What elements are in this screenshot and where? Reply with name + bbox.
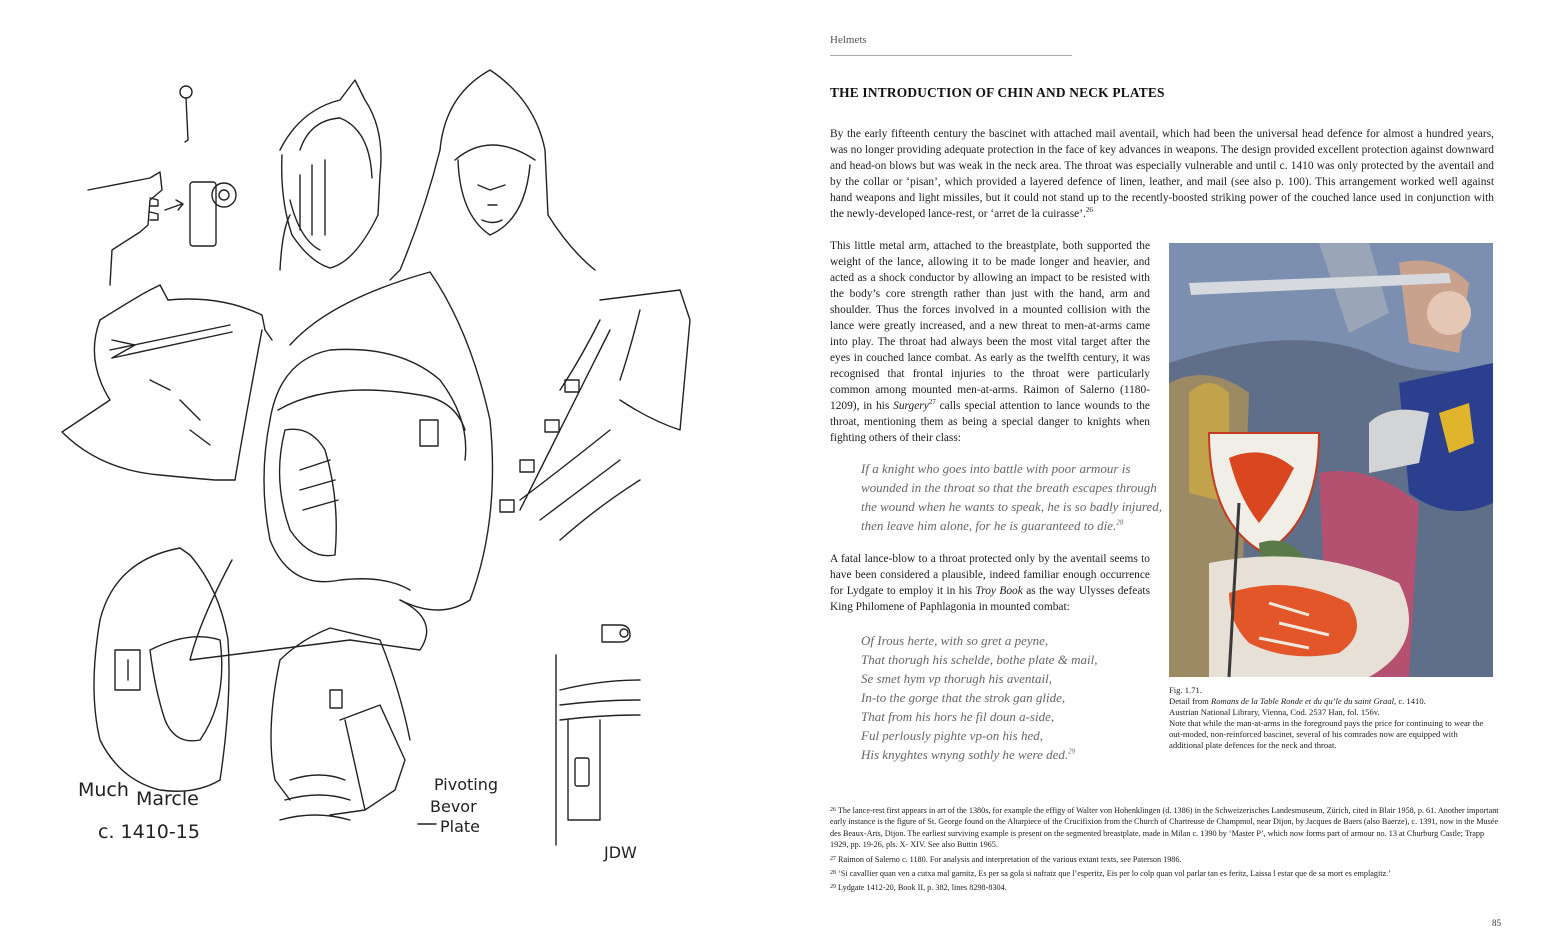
- footnote: $^{28}$ ‘Si cavallier quan ven a cutxa mal garnitz, Es per sa gola si nafratz que l’esperitz, Eis per lo colp quan vol parlar tan es feritz, Laissa l estar que de sa mort es emplagitz.’: [830, 869, 1391, 879]
- label-date: c. 1410-15: [98, 821, 200, 843]
- footnotes: [830, 805, 1500, 897]
- section-title: THE INTRODUCTION OF CHIN AND NECK PLATES: [830, 85, 1165, 100]
- bascinet-mail-sketch: [280, 80, 381, 270]
- visor-sketch: [62, 285, 272, 480]
- page-number: 85: [1492, 918, 1501, 928]
- lance-rest-paragraph: This little metal arm, attached to the breastplate, both supported the weight of the lance, allowing it to be made longer and heavier, and acted as a shock conductor by allowing an impact to be resisted with the body’s core strength rather than just with the hand, arm and shoulder. Thus the forces involved in a mounted collision with the lance were greatly increased, and a new threat to men-at-arms came into play. The throat had always been the most vital target after the eyes in couched lance combat. As early as the twelfth century, it was recognised that frontal injuries to the throat were particularly common among mounted men-at-arms. Raimon of Salerno (1180-1209), in his Surgery$^{27}$ calls special attention to lance wounds to the throat, mentioning them as being a special danger to knights when fighting others of their class:: [830, 240, 1150, 444]
- figure-library: Austrian National Library, Vienna, Cod. 2537 Han, fol. 156v.: [1169, 707, 1380, 717]
- great-bascinet-sketch: [190, 272, 493, 660]
- footnote-ref[interactable]: 29: [1068, 747, 1076, 756]
- footnote: $^{26}$ The lance-rest first appears in art of the 1380s, for example the effigy of Walter von Hohenklingen (d. 1386) in the Schweizerisches Landesmuseum, Zürich, cited in Blair 1958, p. 61. Another important early instance is the figure of St. George found on the Altarpiece of the Crucifixion from the Church of Chartreuse de Champmol, near Dijon, by Jacques de Baers (also Baerze), c. 1391, now in the Musée des Beaux-Arts, Dijon. The earliest surviving example is present on the segmented breastplate, made in Milan c. 1390 by ‘Master P’, which now forms part of armour no. 13 at Churburg Castle; Trapp 1929, pp. 19-26, pls. X- XIV. See also Buttin 1965.: [830, 806, 1499, 850]
- lydgate-quote: Of Irous herte, with so gret a peyne, That thorugh his schelde, bothe plate & mail, Se smet hym vp thorugh his aventail, In-to the gorge that the strok gan glide, That from his hors he fil doun a-side, Ful perlously pighte vp-on his hed, His knyghtes wnyng sothly he were ded.$^{29}$: [861, 633, 1098, 762]
- intro-paragraph: By the early fifteenth century the bascinet with attached mail aventail, which had been the universal head defence for almost a hundred years, was no longer providing adequate protection in the face of key advances in weapons. The design provided excellent protection against downward and head-on blows but was weak in the neck area. The throat was especially vulnerable and until c. 1410 was only protected by the aventail and by the collar or ‘pisan’, which provided a layered defence of linen, leather, and mail (see also p. 100). This arrangement worked well against hand weapons and light missiles, but it could not stand up to the recently-boosted striking power of the couched lance used in conjunction with the newly-developed lance-rest, or ‘arret de la cuirasse’.$^{26}$: [830, 128, 1494, 220]
- figure-label: Fig. 1.71.: [1169, 685, 1202, 695]
- label-plate: Plate: [440, 817, 481, 836]
- aventail-detail-sketch: [500, 290, 690, 540]
- figure-caption: [1169, 685, 1494, 751]
- footnote-ref[interactable]: 26: [1085, 206, 1093, 215]
- running-head-rule: [830, 55, 1072, 56]
- right-page: [771, 0, 1542, 951]
- label-much: Much: [78, 779, 129, 801]
- hinge-detail-sketch: [88, 172, 236, 285]
- artist-signature: JDW: [604, 843, 637, 862]
- label-bevor: Bevor: [430, 797, 477, 816]
- bascinet-face-sketch: [390, 70, 595, 280]
- much-marcle-helmet-sketch: [94, 548, 229, 791]
- label-marcle: Marcle: [136, 788, 199, 810]
- pivoting-bevor-helmet-sketch: [271, 628, 410, 820]
- salerno-quote: If a knight who goes into battle with poor armour is wounded in the throat so that the breath escapes through the wound when he wants to speak, he is so badly injured, then leave him alone, for he is guaranteed to die.$^{28}$: [861, 461, 1163, 533]
- bevor-hinge-detail-sketch: [556, 625, 640, 845]
- pin-sketch: [180, 86, 192, 142]
- running-head: Helmets: [830, 34, 867, 46]
- footnote: $^{27}$ Raimon of Salerno c. 1180. For analysis and interpretation of the various extant texts, see Paterson 1986.: [830, 854, 1182, 864]
- footnote-ref[interactable]: 27: [928, 398, 936, 407]
- figure-source: Detail from Romans de la Table Ronde et du qu’le du saint Graal, c. 1410.: [1169, 696, 1426, 706]
- manuscript-illumination-figure: [1169, 243, 1493, 677]
- lydgate-paragraph: A fatal lance-blow to a throat protected only by the aventail seems to have been considered a plausible, indeed familiar enough occurrence for Lydgate to employ it in his Troy Book as the way Ulysses defeats King Philomene of Paphlagonia in mounted combat:: [830, 553, 1151, 613]
- footnote: $^{29}$ Lydgate 1412-20, Book II, p. 382, lines 8298-8304.: [830, 883, 1007, 893]
- figure-note: Note that while the man-at-arms in the foreground pays the price for continuing to wear the out-moded, non-reinforced bascinet, several of his comrades now are equipped with additional plate defences for the neck and throat.: [1169, 718, 1484, 750]
- label-pivoting: Pivoting: [434, 775, 499, 794]
- footnote-ref[interactable]: 28: [1116, 518, 1124, 527]
